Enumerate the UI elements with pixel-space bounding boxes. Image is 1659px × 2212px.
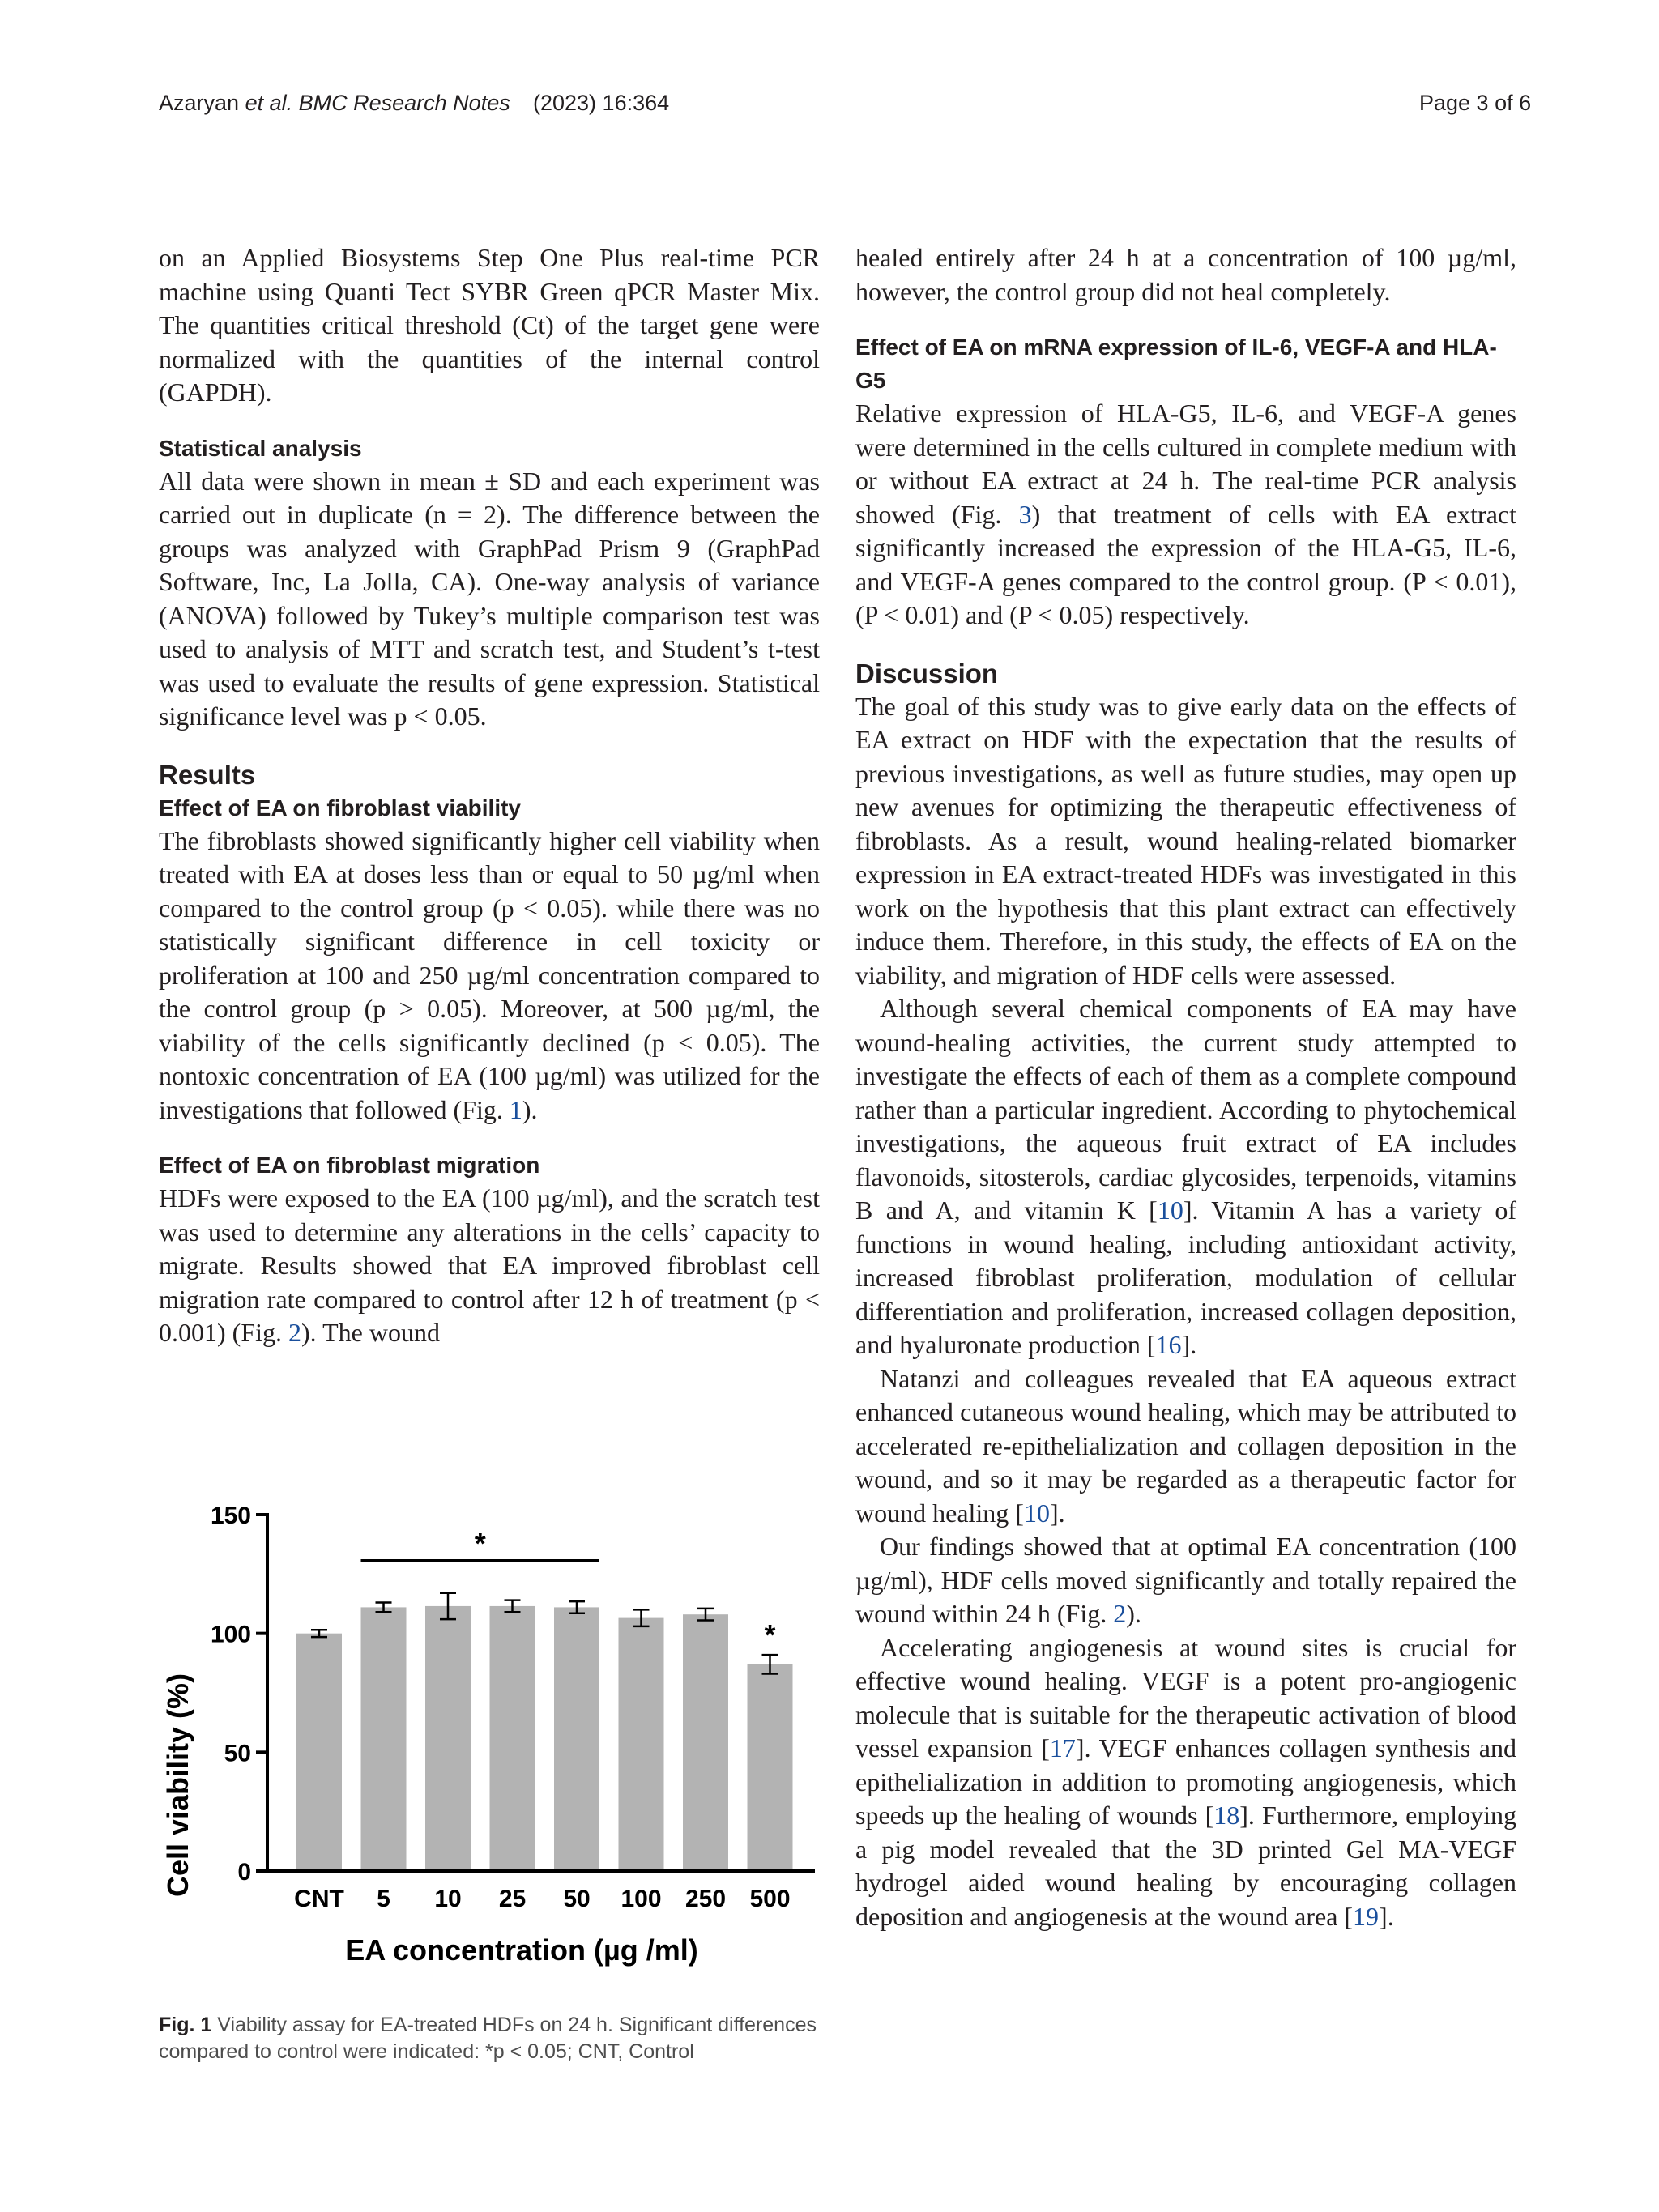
running-header-authors: Azaryan et al. BMC Research Notes [159,91,510,115]
fig2-link[interactable]: 2 [288,1318,301,1347]
x-tick-label: 5 [377,1886,390,1912]
ref-19-link[interactable]: 19 [1353,1901,1380,1931]
viability-bar-chart [159,1492,823,1994]
migration-continuation: healed entirely after 24 h at a concentration of 100 µg/ml, however, the control group did not heal completely. [855,243,1516,306]
fig1-link[interactable]: 1 [509,1094,522,1124]
x-tick-label: 50 [563,1886,591,1912]
page-number: Page 3 of 6 [1419,91,1532,115]
discussion-p3: Natanzi and colleagues revealed that EA aqueous extract enhanced cutaneous wound healing, which may be attributed to accelerated re-epithelialization and collagen deposition in the wound, and so it may be regarded as a therapeutic factor for wound healing [10]. [855,1363,1516,1528]
bar [361,1607,407,1871]
bar [490,1606,535,1871]
fig2-link-2[interactable]: 2 [1113,1599,1127,1628]
mrna-text: Relative expression of HLA-G5, IL-6, and VEGF-A genes were determined in the cells cultured in complete medium with or without EA extract at 24 h. The real-time PCR analysis showed (Fig. 3) that treatment of cells with EA extract significantly increased the expression of the HLA-G5, IL-6, and VEGF-A genes compared to the control group. (P < 0.01), (P < 0.01) and (P < 0.05) respectively. [855,399,1517,629]
x-tick-label: 500 [749,1886,791,1912]
ref-18-link[interactable]: 18 [1213,1801,1240,1830]
x-tick-label: 10 [434,1886,462,1912]
figure-1 [159,1492,823,1994]
x-tick-label: 100 [621,1886,662,1912]
methods-continuation: on an Applied Biosystems Step One Plus real-time PCR machine using Quanti Tect SYBR Green qPCR Master Mix. The quantities critical threshold (Ct) of the target gene were normalized with the quantities of the internal control (GAPDH). [159,243,820,407]
results-heading: Results [159,759,256,790]
bar [425,1606,471,1871]
ref-17-link[interactable]: 17 [1049,1733,1076,1762]
left-column [159,241,820,1350]
x-axis-label: EA concentration (µg /ml) [345,1933,698,1967]
statistical-analysis-heading: Statistical analysis [159,435,362,461]
x-tick-label: 25 [498,1886,527,1912]
caption-text: Viability assay for EA-treated HDFs on 24 h. Significant differences compared to control were indicated: *p < 0.05; CNT, Control [159,2014,817,2063]
running-header-citation: (2023) 16:364 [533,91,670,115]
y-axis-label: Cell viability (%) [161,1673,194,1898]
bar [683,1614,728,1871]
caption-label: Fig. 1 [159,2014,212,2036]
discussion-p5: Accelerating angiogenesis at wound sites is crucial for effective wound healing. VEGF is a potent pro-angiogenic molecule that is suitable for the therapeutic activation of blood vessel expansion [17]. VEGF enhances collagen synthesis and epithelialization in addition to promoting angiogenesis, which speeds up the healing of wounds [18]. Furthermore, employing a pig model revealed that the 3D printed Gel MA-VEGF hydrogel aided wound healing by encouraging collagen deposition and angiogenesis at the wound area [19]. [855,1632,1517,1931]
viability-heading: Effect of EA on fibroblast viability [159,795,522,820]
journal-name: BMC Research Notes [298,91,510,115]
ref-16-link[interactable]: 16 [1155,1330,1182,1359]
right-column [855,241,1516,1933]
discussion-p4: Our findings showed that at optimal EA concentration (100 µg/ml), HDF cells moved significantly and totally repaired the wound within 24 h (Fig. 2). [855,1532,1516,1628]
figure-1-caption [159,2012,823,2065]
x-tick-label: CNT [294,1886,344,1912]
discussion-p2: Although several chemical components of EA may have wound-healing activities, the current study attempted to investigate the effects of each of them as a complete compound rather than a particular ingredient. According to phytochemical investigations, the aqueous fruit extract of EA includes flavonoids, sitosterols, cardiac glycosides, terpenoids, vitamins B and A, and vitamin K [10]. Vitamin A has a variety of functions in wound healing, including antioxidant activity, increased fibroblast proliferation, modulation of cellular differentiation and proliferation, increased collagen deposition, and hyaluronate production [16]. [855,994,1516,1359]
statistical-analysis-text: All data were shown in mean ± SD and each experiment was carried out in duplicate (n = 2). The difference between the groups was analyzed with GraphPad Prism 9 (GraphPad Software, Inc, La Jolla, CA). One-way analysis of variance (ANOVA) followed by Tukey’s multiple comparison test was used to analysis of MTT and scratch test, and Student’s t-test was used to evaluate the results of gene expression. Statistical significance level was p < 0.05. [159,466,820,731]
x-tick-label: 250 [684,1886,727,1912]
ref-10-link-2[interactable]: 10 [1023,1498,1050,1528]
fig3-link[interactable]: 3 [1018,499,1032,529]
significance-star: * [474,1527,486,1560]
y-tick-label: 0 [237,1859,251,1886]
y-tick-label: 100 [210,1621,251,1648]
bar [748,1664,793,1871]
discussion-p1: The goal of this study was to give early data on the effects of EA extract on HDF with the expectation that the results of previous investigations, as well as future studies, may open up new avenues for optimizing the therapeutic effectiveness of fibroblasts. As a result, wound healing-related biomarker expression in EA extract-treated HDFs was investigated in this work on the hypothesis that this plant extract can effectively induce them. Therefore, in this study, the effects of EA on the viability, and migration of HDF cells were assessed. [855,691,1516,990]
significance-star: * [764,1618,776,1652]
viability-text: The fibroblasts showed significantly higher cell viability when treated with EA at doses less than or equal to 50 µg/ml when compared to the control group (p < 0.05). while there was no statistically significant difference in cell toxicity or proliferation at 100 and 250 µg/ml concentration compared to the control group (p > 0.05). Moreover, at 500 µg/ml, the viability of the cells significantly declined (p < 0.05). The nontoxic concentration of EA (100 µg/ml) was utilized for the investigations that followed (Fig. 1). [159,825,820,1124]
discussion-heading: Discussion [855,658,999,688]
migration-heading: Effect of EA on fibroblast migration [159,1153,540,1178]
ref-10-link[interactable]: 10 [1157,1196,1183,1225]
bar [296,1634,342,1871]
migration-text: HDFs were exposed to the EA (100 µg/ml), and the scratch test was used to determine any alterations in the cells’ capacity to migrate. Results showed that EA improved fibroblast cell migration rate compared to control after 12 h of treatment (p < 0.001) (Fig. 2). The wound [159,1183,820,1347]
bar [619,1618,664,1871]
y-tick-label: 150 [210,1502,251,1529]
y-tick-label: 50 [224,1740,251,1767]
bar [554,1607,599,1871]
mrna-heading: Effect of EA on mRNA expression of IL-6, VEGF-A and HLA-G5 [855,335,1497,393]
et-al: et al. [245,91,293,115]
